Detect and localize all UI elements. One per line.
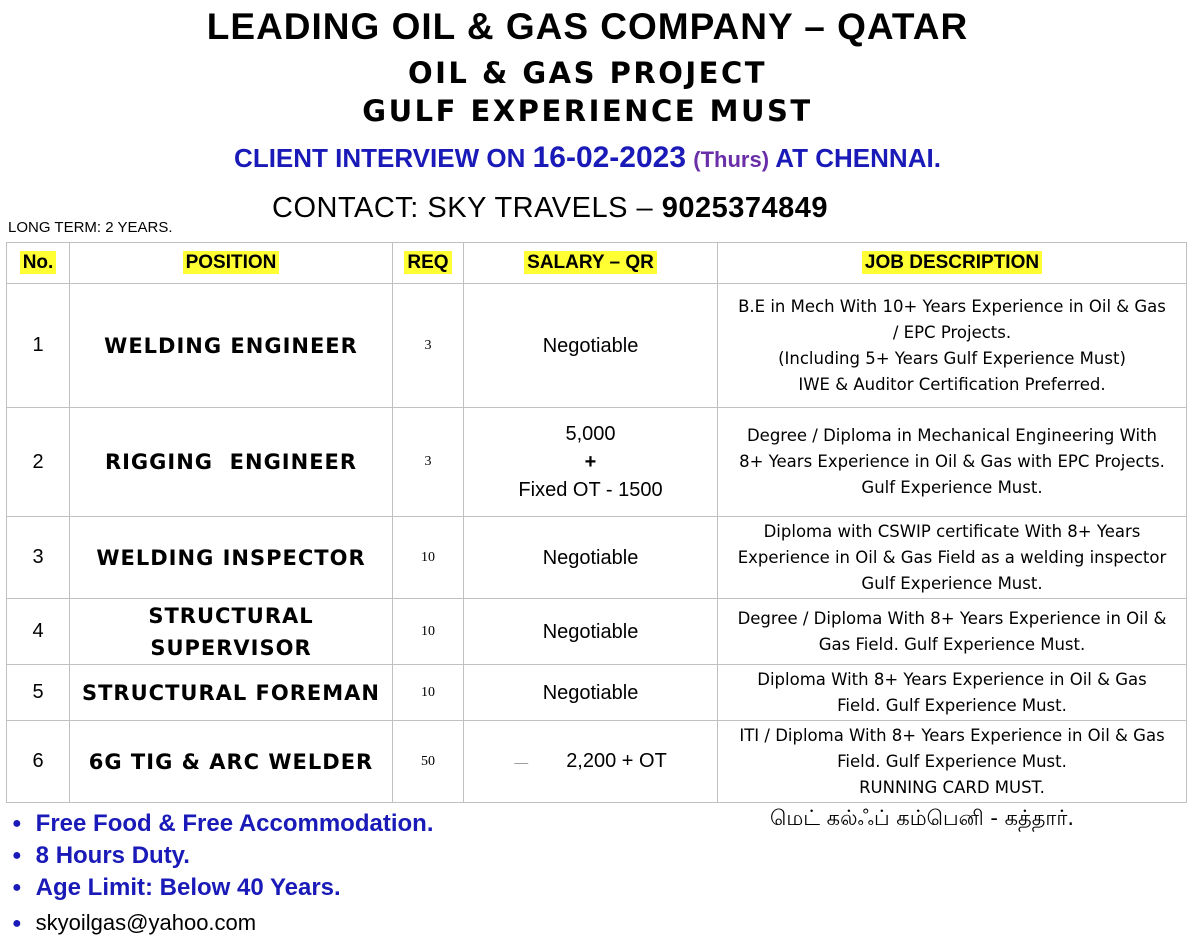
table-header-row bbox=[7, 243, 1187, 284]
list-item: ● 8 Hours Duty. bbox=[12, 842, 190, 869]
cell-description: ITI / Diploma With 8+ Years Experience in Oil & Gas Field. Gulf Experience Must. RUNNING CARD MUST. bbox=[718, 721, 1187, 803]
cell-no: 4 bbox=[7, 599, 70, 665]
perks-list bbox=[12, 808, 434, 904]
header-salary: SALARY – QR bbox=[464, 243, 718, 284]
subtitle-project: OIL & GAS PROJECT bbox=[407, 56, 768, 90]
cell-no: 3 bbox=[7, 517, 70, 599]
email-contact bbox=[12, 910, 256, 936]
header-no: No. bbox=[7, 243, 70, 284]
cell-req: 50 bbox=[393, 721, 464, 803]
cell-no: 1 bbox=[7, 284, 70, 408]
cell-position: WELDING INSPECTOR bbox=[70, 517, 393, 599]
list-item: ● Free Food & Free Accommodation. bbox=[12, 810, 434, 837]
bullet-icon: ● bbox=[12, 915, 22, 932]
subtitle-experience: GULF EXPERIENCE MUST bbox=[362, 94, 813, 128]
interview-suffix: AT CHENNAI. bbox=[769, 143, 941, 173]
cell-salary: 5,000 + Fixed OT - 1500 bbox=[464, 408, 718, 517]
header-job-description: JOB DESCRIPTION bbox=[718, 243, 1187, 284]
cell-position: 6G TIG & ARC WELDER bbox=[70, 721, 393, 803]
cell-no: 2 bbox=[7, 408, 70, 517]
bullet-icon: ● bbox=[12, 879, 22, 896]
header-position: POSITION bbox=[70, 243, 393, 284]
cell-position: WELDING ENGINEER bbox=[70, 284, 393, 408]
page-title: LEADING OIL & GAS COMPANY – QATAR bbox=[206, 6, 969, 47]
cell-no: 5 bbox=[7, 665, 70, 721]
cell-description: Degree / Diploma With 8+ Years Experience in Oil & Gas Field. Gulf Experience Must. bbox=[718, 599, 1187, 665]
interview-prefix: CLIENT INTERVIEW ON bbox=[234, 143, 533, 173]
cell-req: 3 bbox=[393, 408, 464, 517]
cell-req: 10 bbox=[393, 665, 464, 721]
bullet-icon: ● bbox=[12, 847, 22, 864]
tamil-company-text: மெட் கல்ஃப் கம்பெனி - கத்தார். bbox=[770, 806, 1075, 830]
interview-day: (Thurs) bbox=[693, 147, 770, 172]
cell-salary: Negotiable bbox=[464, 599, 718, 665]
table-row bbox=[7, 517, 1187, 599]
cell-description: Diploma with CSWIP certificate With 8+ Years Experience in Oil & Gas Field as a welding inspector Gulf Experience Must. bbox=[718, 517, 1187, 599]
jobs-table bbox=[6, 242, 1187, 803]
cell-position: STRUCTURAL SUPERVISOR bbox=[70, 599, 393, 665]
contact-label: CONTACT: SKY TRAVELS – bbox=[272, 192, 662, 224]
cell-no: 6 bbox=[7, 721, 70, 803]
interview-date: 16-02-2023 bbox=[532, 141, 687, 174]
cell-salary: — 2,200 + OT bbox=[464, 721, 718, 803]
cell-req: 10 bbox=[393, 517, 464, 599]
email-address[interactable]: skyoilgas@yahoo.com bbox=[35, 910, 257, 935]
interview-line bbox=[0, 141, 1175, 175]
header-req: REQ bbox=[393, 243, 464, 284]
cell-description: Degree / Diploma in Mechanical Engineering With 8+ Years Experience in Oil & Gas with EPC Projects. Gulf Experience Must. bbox=[718, 408, 1187, 517]
contact-number: 9025374849 bbox=[661, 192, 828, 224]
cell-salary: Negotiable bbox=[464, 284, 718, 408]
long-term-note: LONG TERM: 2 YEARS. bbox=[8, 219, 173, 236]
list-item: ● Age Limit: Below 40 Years. bbox=[12, 874, 341, 901]
contact-line bbox=[272, 192, 828, 225]
table-row bbox=[7, 284, 1187, 408]
cell-req: 10 bbox=[393, 599, 464, 665]
table-row bbox=[7, 665, 1187, 721]
cell-description: B.E in Mech With 10+ Years Experience in Oil & Gas / EPC Projects. (Including 5+ Years Gulf Experience Must) IWE & Auditor Certification Preferred. bbox=[718, 284, 1187, 408]
cell-salary: Negotiable bbox=[464, 517, 718, 599]
bullet-icon: ● bbox=[12, 815, 22, 832]
table-row bbox=[7, 599, 1187, 665]
dash-mark: — bbox=[514, 754, 529, 770]
cell-description: Diploma With 8+ Years Experience in Oil & Gas Field. Gulf Experience Must. bbox=[718, 665, 1187, 721]
cell-position: RIGGING ENGINEER bbox=[70, 408, 393, 517]
cell-req: 3 bbox=[393, 284, 464, 408]
table-row bbox=[7, 408, 1187, 517]
table-row bbox=[7, 721, 1187, 803]
cell-salary: Negotiable bbox=[464, 665, 718, 721]
cell-position: STRUCTURAL FOREMAN bbox=[70, 665, 393, 721]
